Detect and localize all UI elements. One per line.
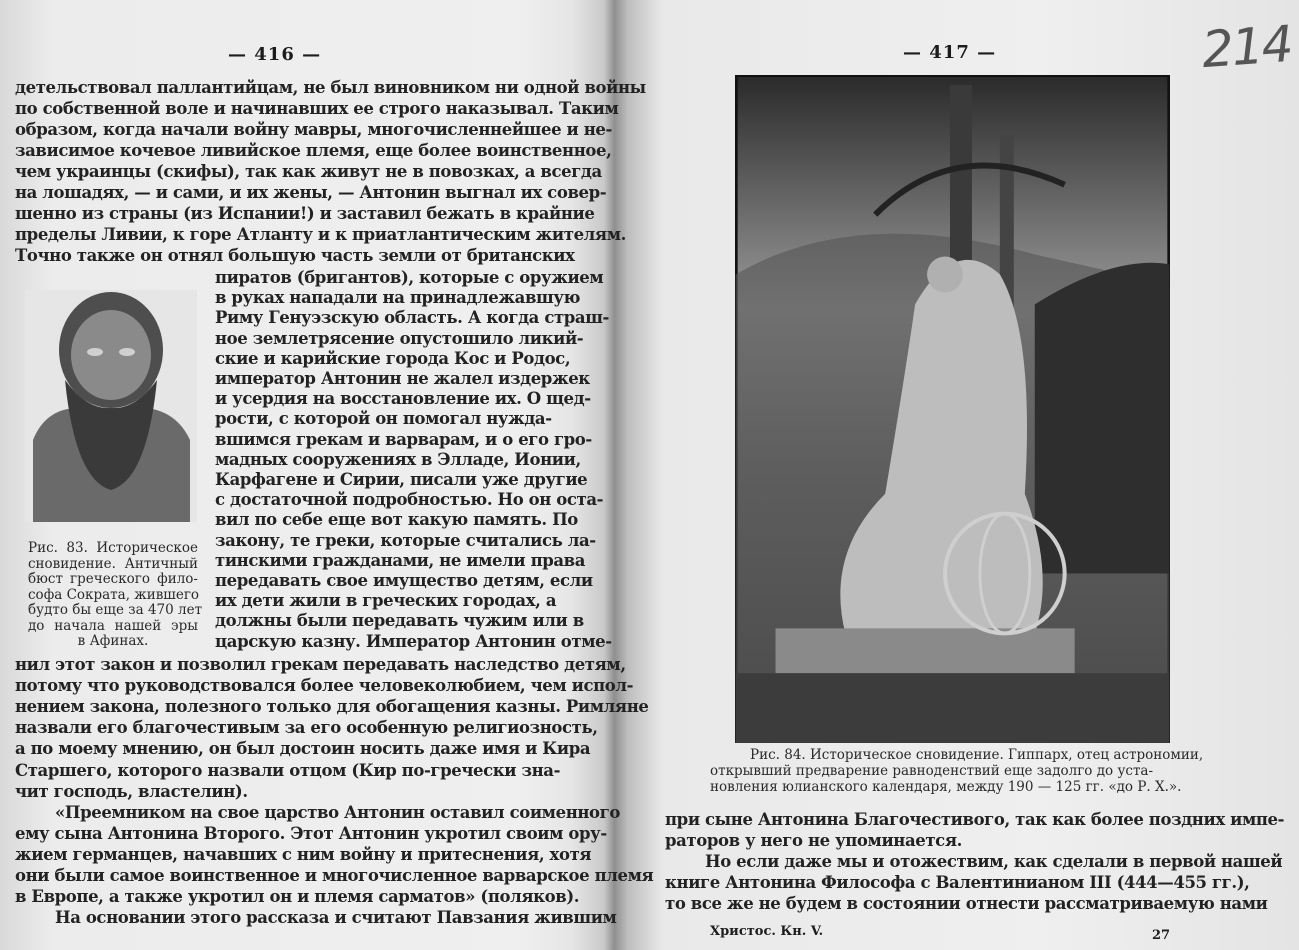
text-line: закону, те греки, которые считались ла- <box>215 530 596 550</box>
text-line: раторов у него не упоминается. <box>665 831 962 850</box>
footer-number: 27 <box>1152 928 1171 943</box>
text-line: зависимое кочевое ливийское племя, еще более воинственное, <box>15 141 612 160</box>
figure-caption-line: бюст греческого фило- <box>28 571 198 587</box>
text-line: «Преемником на свое царство Антонин оставил соименного <box>55 802 620 822</box>
footer-signature: Христос. Кн. V. <box>710 924 824 939</box>
text-line: образом, когда начали войну мавры, многочисленнейшее и не- <box>15 120 612 139</box>
text-line: нил этот закон и позволил грекам передавать наследство детям, <box>15 655 626 674</box>
text-line: по собственной воле и начинавших ее строго наказывал. Таким <box>15 99 619 118</box>
figure-caption-line: сновидение. Античный <box>28 555 198 572</box>
text-line: детельствовал паллантийцам, не был виновником ни одной войны <box>15 78 646 97</box>
text-line: в Европе, а также укротил он и племя сарматов» (поляков). <box>15 887 580 907</box>
figure-caption-line: открывший предварение равноденствий еще задолго до уста- <box>710 763 1154 779</box>
text-line: пиратов (бригантов), которые с оружием <box>215 268 604 287</box>
figure-caption-line: Рис. 83. Историческое <box>28 540 198 556</box>
text-line: и усердия на восстановление их. О щед- <box>215 389 591 409</box>
text-line: при сыне Антонина Благочестивого, так как более поздних импе- <box>665 810 1285 829</box>
figure-caption-line: до начала нашей эры <box>28 617 198 634</box>
figure-caption-line: в Афинах. <box>77 633 149 649</box>
page-number-right: — 417 — <box>903 42 997 63</box>
page-number-left: — 416 — <box>228 44 322 65</box>
text-line: шенно из страны (из Испании!) и заставил бежать в крайние <box>15 204 595 223</box>
text-line: книге Антонина Философа с Валентинианом III (444—455 гг.), <box>665 873 1250 892</box>
text-line: ему сына Антонина Второго. Этот Антонин укротил своим ору- <box>15 823 607 843</box>
text-line: Старшего, которого назвали отцом (Кир по-гречески зна- <box>15 760 561 780</box>
text-line: вил по себе еще вот какую память. По <box>215 510 578 530</box>
text-line: передавать свое имущество детям, если <box>215 571 593 590</box>
text-line: рости, с которой он помогал нужда- <box>215 409 552 429</box>
text-line: чем украинцы (скифы), так как живут не в повозках, а всегда <box>15 162 602 181</box>
text-line: их дети жили в греческих городах, а <box>215 591 557 611</box>
text-line: ное землетрясение опустошило ликий- <box>215 328 584 348</box>
text-line: Точно также он отнял большую часть земли от британских <box>15 246 575 265</box>
text-line: На основании этого рассказа и считают Павзания жившим <box>55 908 617 928</box>
text-line: тинскими гражданами, не имели права <box>215 550 586 570</box>
text-line: потому что руководствовался более человеколюбием, чем испол- <box>15 676 634 696</box>
hipparchus-engraving <box>735 75 1170 743</box>
figure-caption-line: будто бы еще за 470 лет <box>28 602 203 618</box>
figure-caption-line: софа Сократа, жившего <box>28 586 200 603</box>
text-line: нением закона, полезного только для обогащения казны. Римляне <box>15 697 649 717</box>
handwritten-page-number: 214 <box>1199 14 1293 80</box>
socrates-bust-illustration <box>25 290 197 522</box>
text-line: Риму Генуэзскую область. А когда страш- <box>215 308 609 328</box>
text-line: ские и карийские города Кос и Родос, <box>215 348 571 368</box>
text-line: жием германцев, начавших с ним войну и притеснения, хотя <box>15 844 592 864</box>
text-line: мадных сооружениях в Элладе, Ионии, <box>215 449 581 469</box>
text-line: вшимся грекам и варварам, и о его гро- <box>215 429 592 449</box>
text-line: с достаточной подробностью. Но он оста- <box>215 490 604 510</box>
text-line: в руках нападали на принадлежавшую <box>215 288 581 308</box>
text-line: Карфагене и Сирии, писали уже другие <box>215 470 588 489</box>
text-line: на лошадях, — и сами, и их жены, — Антонин выгнал их совер- <box>15 183 607 202</box>
text-line: пределы Ливии, к горе Атланту и к приатлантическим жителям. <box>15 225 626 244</box>
text-line: царскую казну. Император Антонин отме- <box>215 631 612 651</box>
text-line: они были самое воинственное и многочисленное варварское племя <box>15 866 654 885</box>
figure-caption-line: новления юлианского календаря, между 190 — 125 гг. «до Р. Х.». <box>710 779 1182 795</box>
text-line: Но если даже мы и отожествим, как сделали в первой нашей <box>705 852 1283 871</box>
text-line: а по моему мнению, он был достоин носить даже имя и Кира <box>15 739 591 759</box>
figure-caption-line: Рис. 84. Историческое сновидение. Гиппарх, отец астрономии, <box>750 747 1204 763</box>
text-line: должны были передавать чужим или в <box>215 611 584 631</box>
text-line: император Антонин не жалел издержек <box>215 369 590 388</box>
text-line: назвали его благочестивым за его особенную религиозность, <box>15 718 598 738</box>
text-line: то все же не будем в состоянии отнести рассматриваемую нами <box>665 894 1268 913</box>
text-line: чит господь, властелин). <box>15 781 248 801</box>
